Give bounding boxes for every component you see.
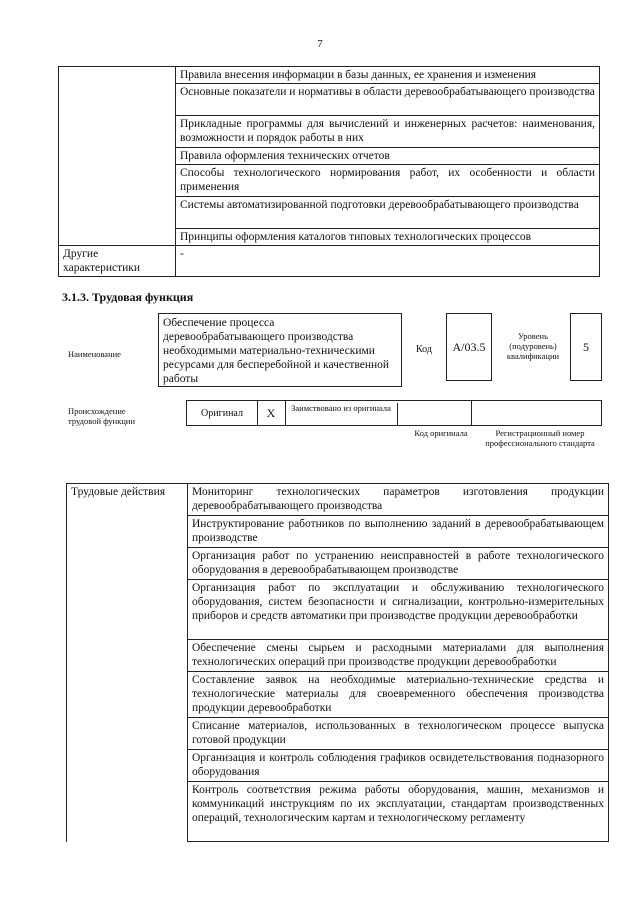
origin-label: Происхождение трудовой функции xyxy=(68,406,135,426)
other-characteristics-label: Другие характеристики xyxy=(59,246,176,277)
table-cell: Способы технологического нормирования работ, их особенности и области применения xyxy=(176,165,600,197)
table-cell: Правила оформления технических отчетов xyxy=(176,148,600,165)
table-cell: Организация работ по эксплуатации и обслуживанию технологического оборудования, систем безопасности и сигнализации, контрольно-измерительных приборов и средств автоматики при производстве продукции деревообработки xyxy=(188,580,609,640)
original-mark: X xyxy=(257,401,286,425)
table-cell-empty xyxy=(59,67,176,246)
origin-row xyxy=(186,400,602,426)
table-cell: Основные показатели и нормативы в области деревообрабатывающего производства xyxy=(176,84,600,116)
level-value: 5 xyxy=(583,339,589,354)
level-label: Уровень (подуровень) квалификации xyxy=(506,331,560,361)
reg-number-cell xyxy=(471,401,601,425)
other-characteristics-value: - xyxy=(176,246,600,277)
table-row xyxy=(59,246,600,277)
level-value-box xyxy=(570,313,602,381)
name-label: Наименование xyxy=(68,349,121,359)
table-row xyxy=(67,484,609,516)
code-value-box xyxy=(446,313,492,381)
labor-actions-table xyxy=(66,483,609,842)
labor-actions-label: Трудовые действия xyxy=(67,484,188,842)
table-cell: Организация работ по устранению неисправностей в работе технологического оборудования в деревообрабатывающем производстве xyxy=(188,548,609,580)
table-cell: Составление заявок на необходимые материально-технические средства и технологические материалы для своевременного обеспечения производства продукции деревообработки xyxy=(188,672,609,718)
table-cell: Контроль соответствия режима работы оборудования, машин, механизмов и коммуникаций инструкциям по их эксплуатации, стандартам производственных операций, технологическим картам и технологическому регламенту xyxy=(188,782,609,842)
table-cell: Правила внесения информации в базы данных, ее хранения и изменения xyxy=(176,67,600,84)
borrowed-label: Заимствовано из оригинала xyxy=(285,403,398,425)
page-number: 7 xyxy=(317,38,323,50)
function-name-box: Обеспечение процесса деревообрабатывающего производства необходимыми материально-техническими ресурсами для бесперебойной и качественной работы xyxy=(158,313,402,387)
section-title: 3.1.3. Трудовая функция xyxy=(62,290,194,304)
code-original-cell xyxy=(397,401,472,425)
table-cell: Прикладные программы для вычислений и инженерных расчетов: наименования, возможности и порядок работы в них xyxy=(176,116,600,148)
original-label: Оригинал xyxy=(187,401,258,425)
table-cell: Списание материалов, использованных в технологическом процессе выпуска готовой продукции xyxy=(188,718,609,750)
code-value: А/03.5 xyxy=(452,339,486,354)
code-original-label: Код оригинала xyxy=(414,428,468,438)
code-label: Код xyxy=(416,344,432,355)
table-cell: Обеспечение смены сырьем и расходными материалами для выполнения технологических операций при производстве продукции деревообработки xyxy=(188,640,609,672)
table-cell: Инструктирование работников по выполнению заданий в деревообрабатывающем производстве xyxy=(188,516,609,548)
knowledge-table xyxy=(58,66,600,277)
reg-number-label: Регистрационный номер профессионального стандарта xyxy=(485,428,595,448)
table-cell: Системы автоматизированной подготовки деревообрабатывающего производства xyxy=(176,197,600,229)
table-cell: Организация и контроль соблюдения графиков освидетельствования подназорного оборудования xyxy=(188,750,609,782)
table-cell: Мониторинг технологических параметров изготовления продукции деревообрабатывающего производства xyxy=(188,484,609,516)
table-cell: Принципы оформления каталогов типовых технологических процессов xyxy=(176,229,600,246)
table-row xyxy=(59,67,600,84)
